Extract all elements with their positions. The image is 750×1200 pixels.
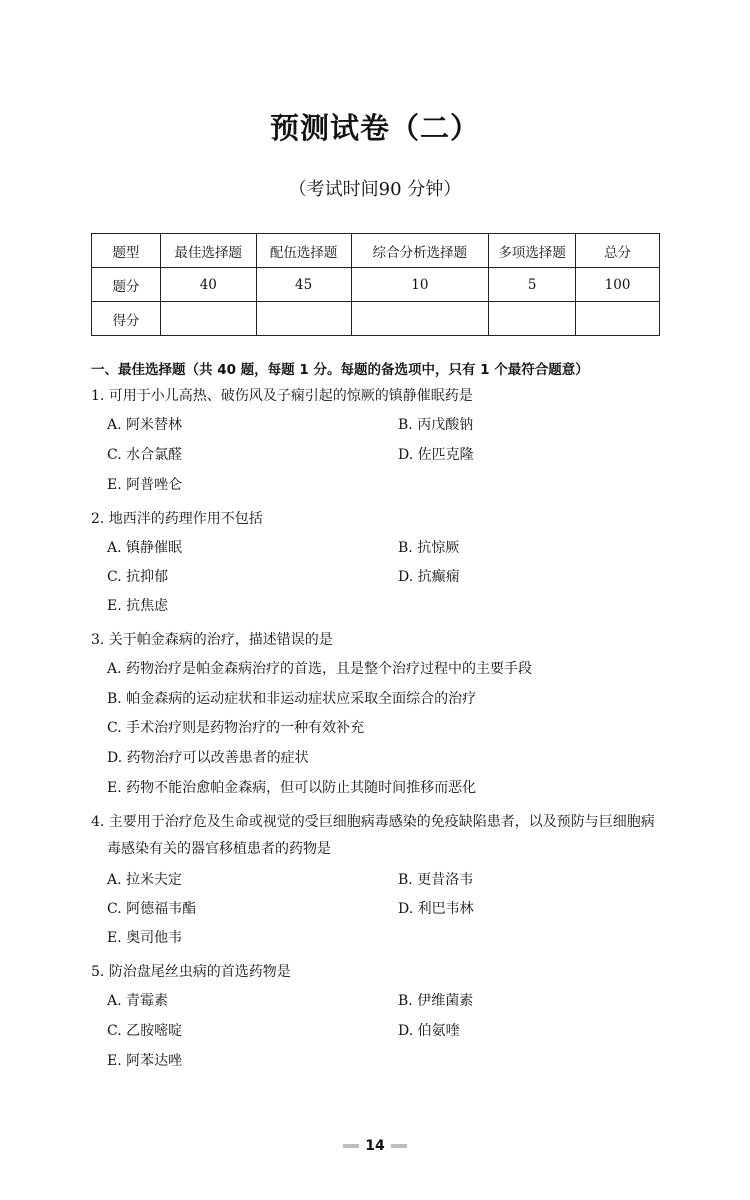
option-b: B. 更昔洛韦 <box>398 872 474 888</box>
table-cell: 题分 <box>92 268 161 302</box>
option-e: E. 抗焦虑 <box>107 598 169 614</box>
table-cell: 100 <box>576 268 660 302</box>
option-c: C. 乙胺嘧啶 <box>107 1023 183 1039</box>
option-c: C. 水合氯醛 <box>107 447 183 463</box>
question-stem: 3. 关于帕金森病的治疗，描述错误的是 <box>91 632 333 648</box>
table-row <box>92 234 660 268</box>
option-e: E. 奥司他韦 <box>107 930 183 946</box>
table-cell: 得分 <box>92 302 161 336</box>
question-stem: 4. 主要用于治疗危及生命或视觉的受巨细胞病毒感染的免疫缺陷患者，以及预防与巨细胞病 <box>91 814 655 830</box>
option-a: A. 拉米夫定 <box>107 872 183 888</box>
option-a: A. 药物治疗是帕金森病治疗的首选，且是整个治疗过程中的主要手段 <box>107 661 533 677</box>
score-entry-cell <box>256 302 351 336</box>
option-b: B. 伊维菌素 <box>398 993 474 1009</box>
score-entry-cell <box>160 302 256 336</box>
option-a: A. 阿米替林 <box>107 417 183 433</box>
table-row <box>92 268 660 302</box>
option-a: A. 镇静催眠 <box>107 540 183 556</box>
question-4 <box>91 812 661 859</box>
option-c: C. 抗抑郁 <box>107 569 169 585</box>
score-entry-cell <box>351 302 489 336</box>
option-c: C. 手术治疗则是药物治疗的一种有效补充 <box>107 720 365 736</box>
table-cell: 5 <box>489 268 576 302</box>
question-5 <box>91 962 661 982</box>
table-cell: 题型 <box>92 234 161 268</box>
option-d: D. 佐匹克隆 <box>398 447 474 463</box>
option-b: B. 抗惊厥 <box>398 540 460 556</box>
page-number: 14 <box>365 1138 385 1154</box>
page-title: 预测试卷（二） <box>269 111 480 145</box>
question-stem: 2. 地西泮的药理作用不包括 <box>91 511 263 527</box>
divider <box>343 1144 359 1148</box>
score-table <box>91 233 660 336</box>
score-entry-cell <box>489 302 576 336</box>
table-cell: 45 <box>256 268 351 302</box>
table-cell: 最佳选择题 <box>160 234 256 268</box>
option-d: D. 药物治疗可以改善患者的症状 <box>107 750 309 766</box>
question-3 <box>91 630 661 650</box>
question-stem: 1. 可用于小儿高热、破伤风及子痫引起的惊厥的镇静催眠药是 <box>91 388 473 404</box>
section-heading: 一、最佳选择题（共 40 题，每题 1 分。每题的备选项中，只有 1 个最符合题意） <box>91 362 589 378</box>
option-d: D. 利巴韦林 <box>398 901 474 917</box>
table-cell: 总分 <box>576 234 660 268</box>
table-cell: 10 <box>351 268 489 302</box>
option-b: B. 丙戊酸钠 <box>398 417 474 433</box>
page-footer <box>0 1138 750 1154</box>
option-e: E. 阿普唑仑 <box>107 477 183 493</box>
table-cell: 综合分析选择题 <box>351 234 489 268</box>
score-entry-cell <box>576 302 660 336</box>
divider <box>391 1144 407 1148</box>
question-2 <box>91 509 661 529</box>
table-cell: 40 <box>160 268 256 302</box>
exam-duration: （考试时间90 分钟） <box>288 179 462 200</box>
option-c: C. 阿德福韦酯 <box>107 901 197 917</box>
question-stem: 5. 防治盘尾丝虫病的首选药物是 <box>91 964 291 980</box>
table-row <box>92 302 660 336</box>
option-e: E. 药物不能治愈帕金森病，但可以防止其随时间推移而恶化 <box>107 780 477 796</box>
option-a: A. 青霉素 <box>107 993 169 1009</box>
option-e: E. 阿苯达唑 <box>107 1053 183 1069</box>
option-b: B. 帕金森病的运动症状和非运动症状应采取全面综合的治疗 <box>107 691 477 707</box>
option-d: D. 抗癫痫 <box>398 569 460 585</box>
question-stem-continued: 毒感染有关的器官移植患者的药物是 <box>107 841 331 857</box>
option-d: D. 伯氨喹 <box>398 1023 460 1039</box>
table-cell: 配伍选择题 <box>256 234 351 268</box>
table-cell: 多项选择题 <box>489 234 576 268</box>
question-1 <box>91 386 661 406</box>
